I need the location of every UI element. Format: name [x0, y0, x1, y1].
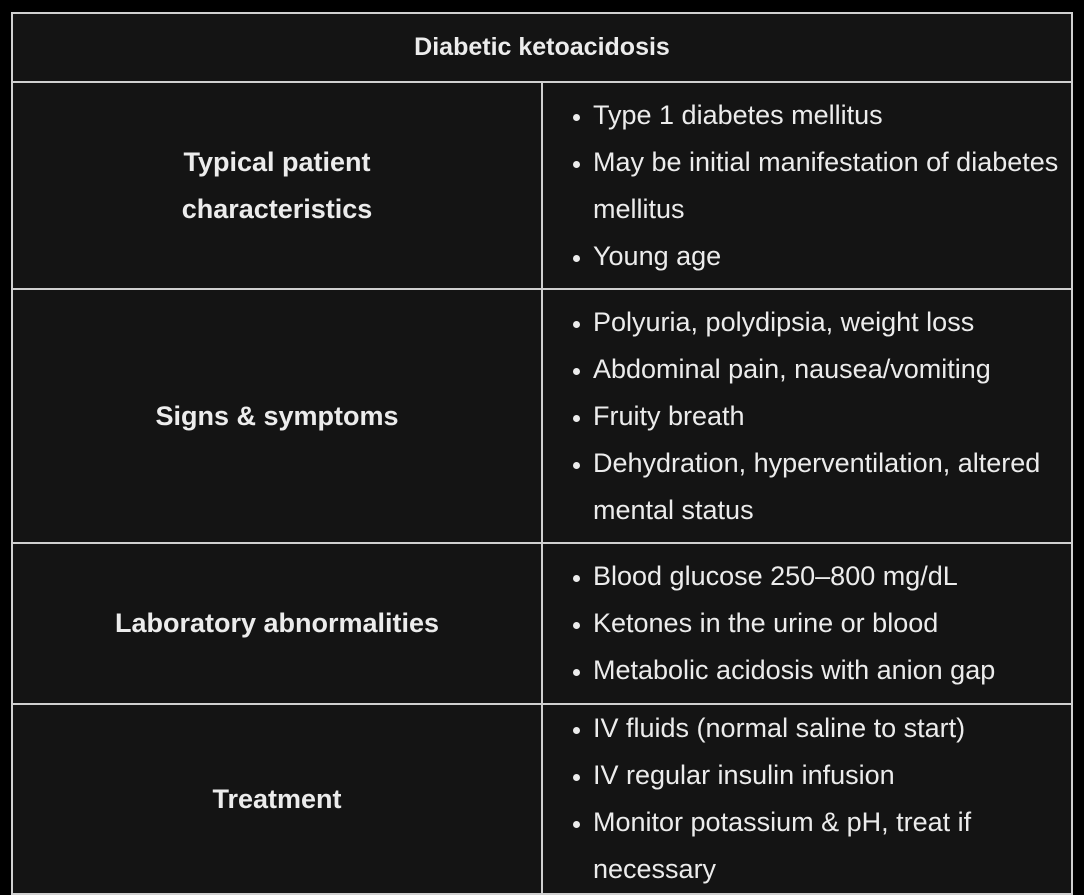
- row-label-cell: [12, 543, 542, 704]
- list-item: • Monitor potassium & pH, treat if necessary: [593, 799, 1071, 893]
- table-row: [12, 289, 1072, 543]
- row-content-cell: [542, 289, 1072, 543]
- dka-summary-table: [11, 12, 1073, 895]
- table-row: [12, 543, 1072, 704]
- table-row: [12, 82, 1072, 289]
- list-item: • IV regular insulin infusion: [593, 752, 1071, 799]
- list-item: • Dehydration, hyperventilation, altered mental status: [593, 440, 1071, 534]
- list-item: • Polyuria, polydipsia, weight loss: [593, 299, 1071, 346]
- list-item: • May be initial manifestation of diabetes mellitus: [593, 139, 1071, 233]
- table-row: [12, 704, 1072, 894]
- table-title-row: [12, 13, 1072, 82]
- row-content-cell: [542, 704, 1072, 894]
- list-item: • Blood glucose 250–800 mg/dL: [593, 553, 1071, 600]
- list-item: • IV fluids (normal saline to start): [593, 705, 1071, 752]
- list-item: • Young age: [593, 233, 1071, 280]
- bullet-list: [543, 92, 1071, 280]
- table-title: Diabetic ketoacidosis: [12, 13, 1072, 82]
- list-item: • Type 1 diabetes mellitus: [593, 92, 1071, 139]
- row-label-cell: [12, 704, 542, 894]
- list-item: • Abdominal pain, nausea/vomiting: [593, 346, 1071, 393]
- row-label: Treatment: [212, 783, 342, 814]
- list-item: • Ketones in the urine or blood: [593, 600, 1071, 647]
- bullet-list: [543, 553, 1071, 694]
- row-content-cell: [542, 543, 1072, 704]
- list-item: • Fruity breath: [593, 393, 1071, 440]
- row-content-cell: [542, 82, 1072, 289]
- row-label: Typical patient characteristics: [181, 146, 373, 224]
- list-item: • Metabolic acidosis with anion gap: [593, 647, 1071, 694]
- row-label-cell: [12, 289, 542, 543]
- bullet-list: [543, 299, 1071, 534]
- row-label: Laboratory abnormalities: [114, 608, 440, 638]
- row-label-cell: [12, 82, 542, 289]
- row-label: Signs & symptoms: [155, 400, 399, 431]
- bullet-list: [543, 705, 1071, 893]
